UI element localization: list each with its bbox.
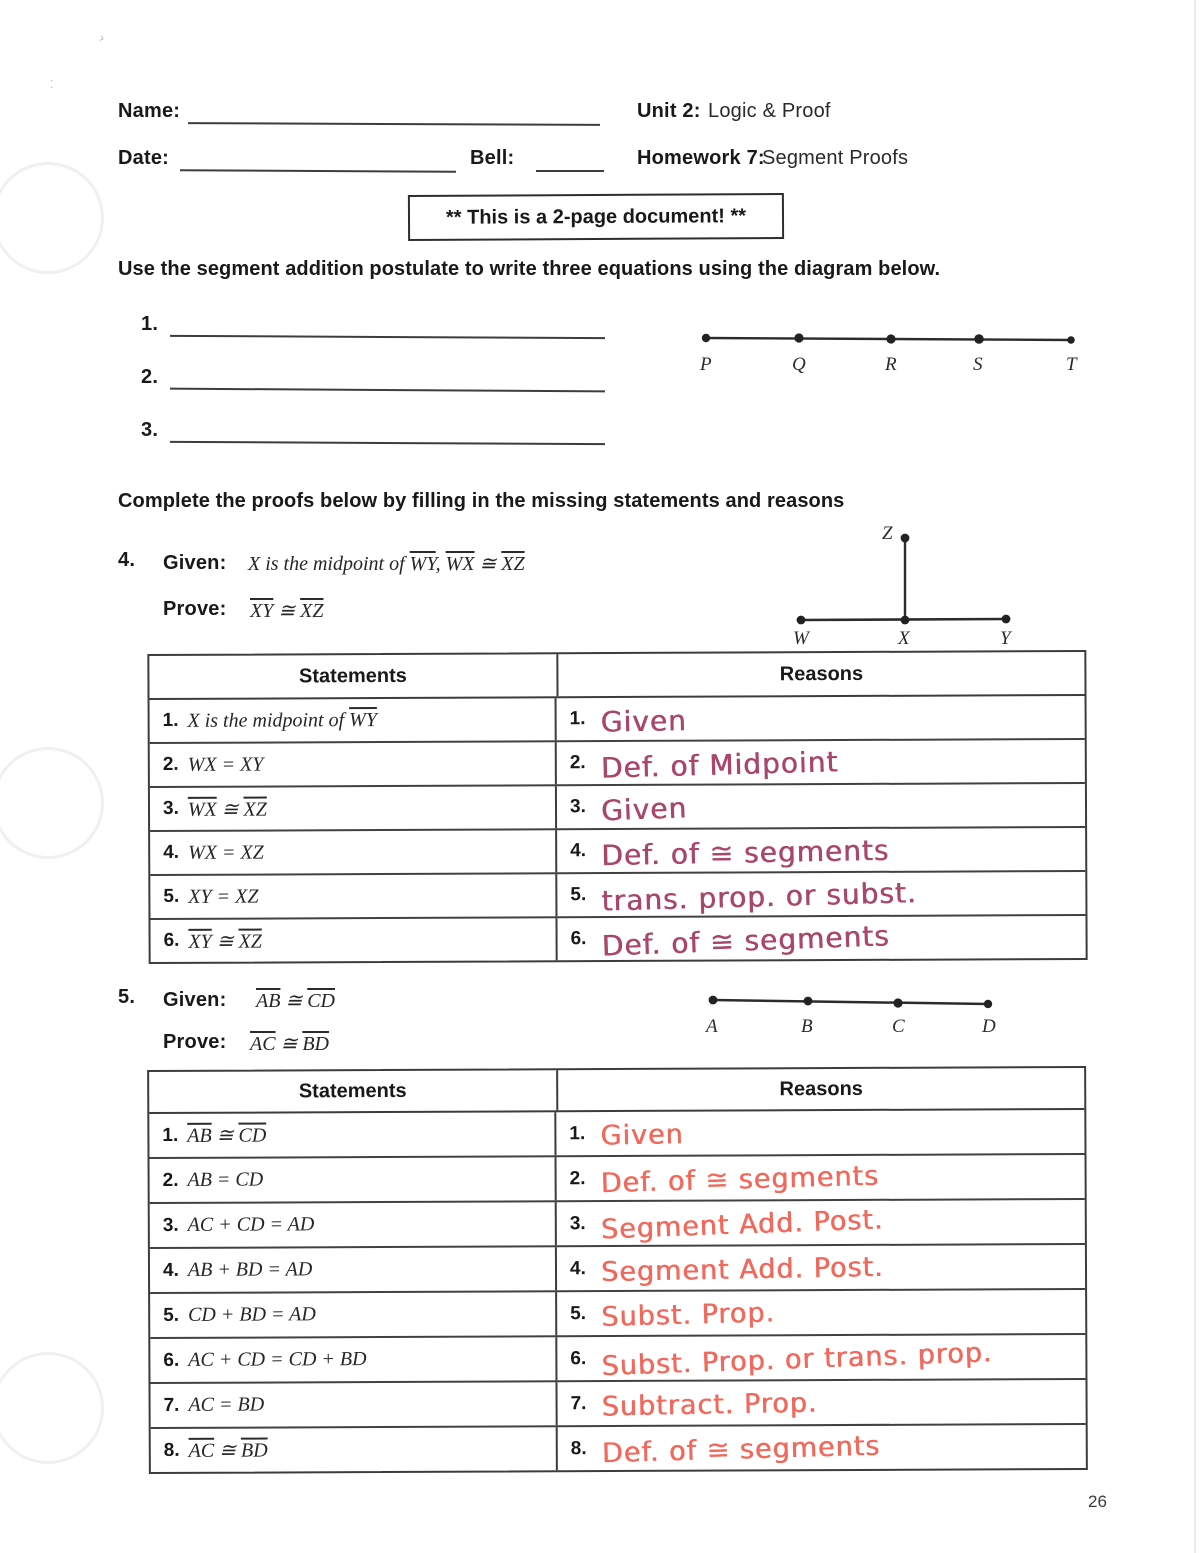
point-label-z: Z xyxy=(882,523,893,544)
blank-1-number: 1. xyxy=(141,313,159,335)
reason-cell xyxy=(557,1200,1085,1245)
handwritten-reason: trans. prop. or subst. xyxy=(600,875,917,918)
homework-label: Homework 7: xyxy=(637,147,765,169)
hole-punch-mark xyxy=(0,1352,104,1464)
proofs-heading: Complete the proofs below by filling in the missing statements and reasons xyxy=(118,490,845,512)
statement-text: $\overline{WX}$ ≅ $\overline{XZ}$ xyxy=(187,798,267,821)
statement-cell xyxy=(151,1427,558,1472)
reason-number: 4. xyxy=(570,840,587,862)
statement-text: XY = XZ xyxy=(188,885,259,908)
blank-3-line xyxy=(170,440,605,445)
problem4-prove-text: $\overline{XY}$ ≅ $\overline{XZ}$ xyxy=(250,600,324,622)
problem4-number: 4. xyxy=(118,549,136,571)
statement-cell xyxy=(150,830,557,874)
reason-cell xyxy=(557,916,1085,963)
point-label-q: Q xyxy=(792,354,806,375)
reason-number: 5. xyxy=(570,1302,587,1324)
reason-cell xyxy=(557,1380,1085,1425)
statement-number: 1. xyxy=(162,1124,179,1146)
proof-table-header xyxy=(149,1068,1084,1114)
segment-overline: $\overline{WX}$ xyxy=(445,553,475,575)
segment-overline: $\overline{WY}$ xyxy=(349,708,377,731)
segment-overline: $\overline{XZ}$ xyxy=(501,553,525,575)
statement-cell xyxy=(150,698,557,742)
handwritten-reason: Subst. Prop. xyxy=(600,1297,776,1334)
statement-number: 2. xyxy=(162,753,179,775)
statement-number: 2. xyxy=(162,1169,179,1191)
reason-number: 3. xyxy=(569,796,586,818)
hole-punch-mark xyxy=(0,747,104,859)
reason-number: 1. xyxy=(569,708,586,730)
statement-text: AC = BD xyxy=(188,1393,265,1416)
scan-edge-line xyxy=(1194,0,1196,1553)
proof-row xyxy=(150,1200,1085,1249)
reason-cell xyxy=(557,1245,1085,1290)
segment-diagram-abcd xyxy=(695,986,1005,1046)
reason-cell xyxy=(558,1425,1086,1470)
reason-number: 1. xyxy=(569,1122,586,1144)
statement-number: 1. xyxy=(162,709,179,731)
segment-overline: $\overline{XZ}$ xyxy=(243,798,267,821)
proof-table-5 xyxy=(147,1066,1088,1474)
statement-number: 5. xyxy=(163,1304,180,1326)
segment-overline: $\overline{WY}$ xyxy=(409,553,436,575)
statement-number: 6. xyxy=(163,929,180,951)
proof-row xyxy=(150,740,1085,788)
reason-number: 3. xyxy=(569,1212,586,1234)
problem4-given-text: X is the midpoint of $\overline{WY}$, $\overline{WX}$ ≅ $\overline{XZ}$ xyxy=(248,553,525,575)
blank-2-number: 2. xyxy=(141,366,159,388)
statement-number: 5. xyxy=(163,885,180,907)
handwritten-reason: Def. of ≅ segments xyxy=(601,1430,881,1470)
statement-cell xyxy=(150,1382,557,1427)
statement-text: $\overline{AB}$ ≅ $\overline{CD}$ xyxy=(187,1124,267,1147)
reason-number: 2. xyxy=(569,752,586,774)
statement-cell xyxy=(150,1157,557,1202)
blank-3-number: 3. xyxy=(141,419,159,441)
segment-line-drawing xyxy=(690,324,1090,354)
segment-overline: $\overline{AC}$ xyxy=(188,1439,215,1462)
proof-row xyxy=(150,872,1085,920)
reason-cell xyxy=(557,828,1085,872)
handwritten-reason: Def. of ≅ segments xyxy=(600,918,891,963)
reason-number: 5. xyxy=(570,884,587,906)
proof-row xyxy=(150,1155,1085,1204)
segment-overline: $\overline{AB}$ xyxy=(256,990,281,1012)
handwritten-reason: Given xyxy=(599,1119,684,1152)
unit-title: Logic & Proof xyxy=(708,100,831,122)
bell-blank-line xyxy=(536,169,604,172)
proof-row xyxy=(150,1335,1085,1384)
segment-overline: $\overline{XZ}$ xyxy=(238,930,262,953)
statement-cell xyxy=(150,1202,557,1247)
statement-text: $\overline{XY}$ ≅ $\overline{XZ}$ xyxy=(188,930,262,953)
statement-number: 8. xyxy=(163,1439,180,1461)
reasons-header: Reasons xyxy=(779,1077,863,1100)
proof-table-4 xyxy=(147,650,1087,964)
problem4-prove-label: Prove: xyxy=(163,598,227,620)
reason-number: 4. xyxy=(569,1257,586,1279)
name-blank-line xyxy=(188,121,600,126)
point-label-t: T xyxy=(1066,354,1077,375)
point-label-d: D xyxy=(982,1016,996,1037)
point-label-p: P xyxy=(700,354,712,375)
proof-row xyxy=(150,1380,1085,1429)
statement-number: 3. xyxy=(162,1214,179,1236)
point-label-s: S xyxy=(973,354,983,375)
handwritten-reason: Segment Add. Post. xyxy=(600,1204,884,1246)
statement-text: AC + CD = CD + BD xyxy=(188,1348,367,1371)
statement-text: AB = CD xyxy=(187,1168,264,1191)
statement-number: 4. xyxy=(162,1259,179,1281)
proof-row xyxy=(150,1245,1085,1294)
statement-text: AB + BD = AD xyxy=(187,1258,313,1281)
date-blank-line xyxy=(180,168,456,172)
reason-number: 6. xyxy=(570,1347,587,1369)
statement-text: X is the midpoint of $\overline{WY}$ xyxy=(187,708,377,732)
point-label-b: B xyxy=(801,1016,813,1037)
scan-speck: › xyxy=(97,29,107,46)
proof-row xyxy=(150,916,1085,962)
reason-cell xyxy=(557,1290,1085,1335)
statement-number: 3. xyxy=(162,797,179,819)
point-label-r: R xyxy=(885,354,897,375)
reasons-header: Reasons xyxy=(779,662,864,685)
proof-row xyxy=(149,1110,1084,1159)
segment-overline: $\overline{AB}$ xyxy=(187,1124,212,1147)
bell-label: Bell: xyxy=(470,147,515,169)
statement-cell xyxy=(150,786,557,830)
proof-rows-container xyxy=(150,696,1086,962)
reason-number: 2. xyxy=(569,1167,586,1189)
problem5-prove-label: Prove: xyxy=(163,1031,227,1053)
handwritten-reason: Given xyxy=(600,703,687,739)
point-label-c: C xyxy=(892,1016,905,1037)
intro-instruction: Use the segment addition postulate to write three equations using the diagram below. xyxy=(118,258,941,280)
reason-cell xyxy=(557,740,1085,784)
segment-overline: $\overline{CD}$ xyxy=(238,1124,267,1147)
statements-header: Statements xyxy=(149,654,558,698)
scan-speck: ⁚ xyxy=(50,79,54,91)
handwritten-reason: Def. of Midpoint xyxy=(600,744,839,785)
proof-row xyxy=(150,1290,1085,1339)
statement-cell xyxy=(149,1112,556,1157)
segment-line-drawing xyxy=(695,986,1005,1018)
reason-cell xyxy=(557,784,1085,828)
handwritten-reason: Def. of ≅ segments xyxy=(600,1160,880,1200)
reason-number: 7. xyxy=(570,1392,587,1414)
hole-punch-mark xyxy=(0,162,104,274)
handwritten-reason: Subtract. Prop. xyxy=(601,1387,818,1423)
point-label-a: A xyxy=(706,1016,718,1037)
proof-row xyxy=(150,696,1085,744)
problem5-given-text: $\overline{AB}$ ≅ $\overline{CD}$ xyxy=(256,990,335,1012)
unit-label: Unit 2: xyxy=(637,100,701,122)
statement-cell xyxy=(150,742,557,786)
name-label: Name: xyxy=(118,100,181,122)
statement-cell xyxy=(150,1247,557,1292)
homework-title: Segment Proofs xyxy=(762,147,909,169)
segment-overline: $\overline{AC}$ xyxy=(250,1033,276,1055)
statement-text: AC + CD = AD xyxy=(187,1213,315,1236)
reason-number: 8. xyxy=(570,1437,587,1459)
proof-rows-container xyxy=(149,1110,1086,1472)
statement-text: WX = XY xyxy=(187,753,264,776)
statement-text: $\overline{AC}$ ≅ $\overline{BD}$ xyxy=(188,1439,268,1462)
statement-text: CD + BD = AD xyxy=(188,1303,316,1326)
problem5-given-label: Given: xyxy=(163,989,227,1011)
proof-row xyxy=(150,784,1085,832)
statement-number: 6. xyxy=(163,1349,180,1371)
blank-1-line xyxy=(170,334,605,339)
point-label-x: X xyxy=(898,628,910,649)
segment-overline: $\overline{CD}$ xyxy=(307,990,335,1012)
point-label-y: Y xyxy=(1000,628,1011,649)
proof-row xyxy=(150,828,1085,876)
reason-cell xyxy=(557,872,1085,916)
statement-text: WX = XZ xyxy=(188,841,264,864)
two-page-notice: ** This is a 2-page document! ** xyxy=(408,193,784,241)
reason-cell xyxy=(557,1335,1085,1383)
segment-overline: $\overline{BD}$ xyxy=(302,1033,329,1055)
segment-overline: $\overline{WX}$ xyxy=(187,798,217,821)
reason-cell xyxy=(557,1155,1085,1200)
handwritten-reason: Segment Add. Post. xyxy=(600,1251,884,1289)
statements-header: Statements xyxy=(149,1070,558,1112)
segment-overline: $\overline{XY}$ xyxy=(188,930,212,953)
statement-cell xyxy=(150,1337,557,1382)
handwritten-reason: Given xyxy=(600,790,688,827)
segment-diagram-wxyz xyxy=(780,518,1030,653)
problem5-prove-text: $\overline{AC}$ ≅ $\overline{BD}$ xyxy=(250,1033,329,1055)
date-label: Date: xyxy=(118,147,170,169)
handwritten-reason: Def. of ≅ segments xyxy=(600,833,890,872)
proof-table-header xyxy=(149,652,1084,700)
problem4-given-label: Given: xyxy=(163,552,227,574)
page-number: 26 xyxy=(1088,1492,1107,1511)
statement-cell xyxy=(150,874,557,918)
statement-number: 7. xyxy=(163,1394,180,1416)
blank-2-line xyxy=(170,387,605,393)
reason-cell xyxy=(556,1110,1084,1155)
segment-overline: $\overline{XY}$ xyxy=(250,600,274,622)
statement-cell xyxy=(150,1292,557,1337)
segment-line-drawing xyxy=(780,518,1030,628)
reason-number: 6. xyxy=(570,928,587,950)
point-label-w: W xyxy=(793,628,809,649)
problem5-number: 5. xyxy=(118,986,136,1008)
statement-number: 4. xyxy=(163,841,180,863)
reason-cell xyxy=(557,696,1085,740)
segment-overline: $\overline{XZ}$ xyxy=(300,600,324,622)
statement-cell xyxy=(150,918,557,962)
segment-overline: $\overline{BD}$ xyxy=(240,1439,268,1462)
handwritten-reason: Subst. Prop. or trans. prop. xyxy=(600,1337,993,1383)
proof-row xyxy=(151,1425,1086,1472)
segment-diagram-pqrst xyxy=(690,324,1090,386)
